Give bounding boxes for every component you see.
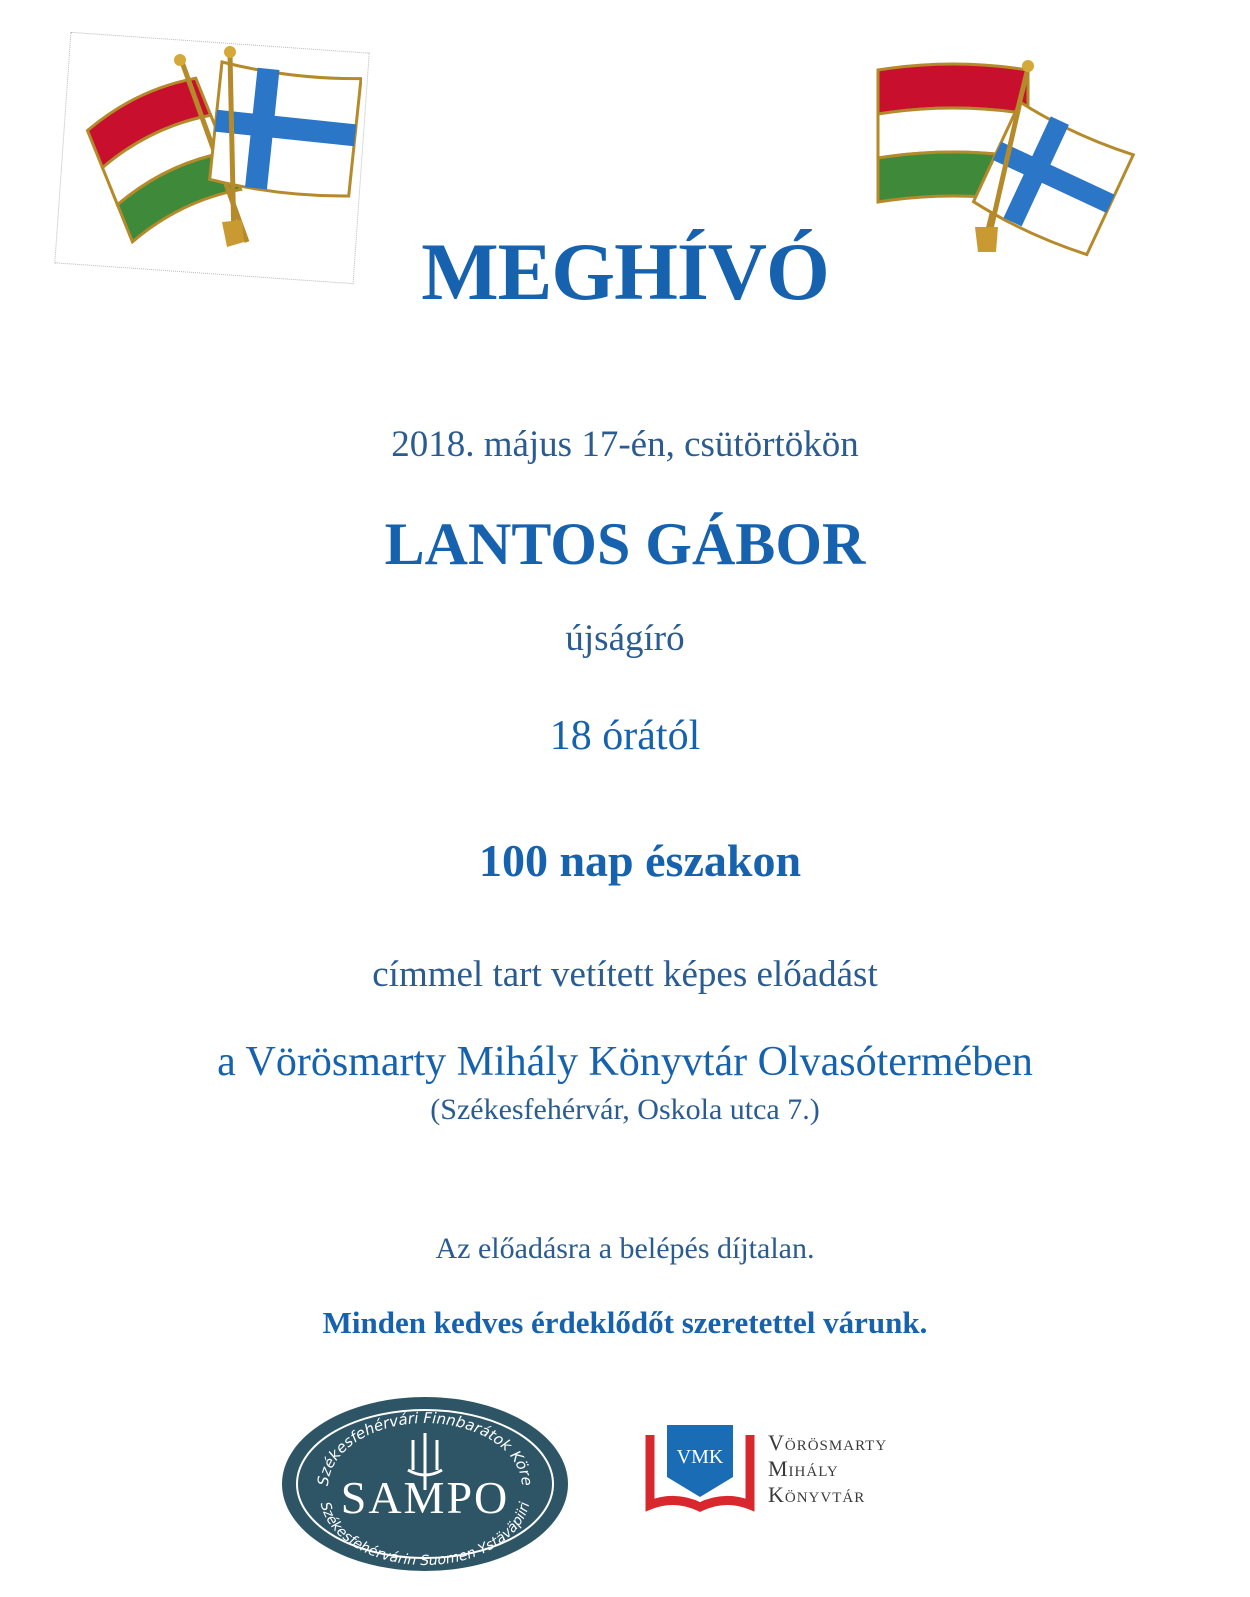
event-venue: a Vörösmarty Mihály Könyvtár Olvasótermében	[217, 1039, 1033, 1085]
sampo-bottom-text: Székesfehérvárin Suomen Ystäväpiiri	[316, 1500, 534, 1570]
welcome-message: Minden kedves érdeklődőt szeretettel várunk.	[322, 1305, 928, 1340]
lecture-description: címmel tart vetített képes előadást	[372, 954, 878, 995]
vmk-line-2: Mihály	[768, 1456, 839, 1481]
vmk-mark: VMK	[676, 1446, 724, 1468]
speaker-name: LANTOS GÁBOR	[384, 511, 866, 577]
page-title: MEGHÍVÓ	[421, 226, 829, 317]
venue-address: (Székesfehérvár, Oskola utca 7.)	[430, 1093, 820, 1126]
vmk-logo-icon	[645, 1415, 755, 1515]
event-date: 2018. május 17-én, csütörtökön	[391, 424, 859, 465]
sampo-name: SAMPO	[340, 1472, 510, 1523]
speaker-role: újságíró	[565, 618, 685, 659]
vmk-line-3: Könyvtár	[768, 1482, 866, 1507]
sampo-top-text: Székesfehérvári Finnbarátok Köre	[313, 1408, 537, 1487]
sampo-logo	[280, 1395, 570, 1573]
vmk-line-1: Vörösmarty	[768, 1430, 888, 1455]
vmk-library-name	[768, 1430, 887, 1508]
lecture-title: 100 nap északon	[478, 835, 802, 886]
entry-note: Az előadásra a belépés díjtalan.	[435, 1232, 815, 1265]
event-time: 18 órától	[549, 713, 701, 759]
